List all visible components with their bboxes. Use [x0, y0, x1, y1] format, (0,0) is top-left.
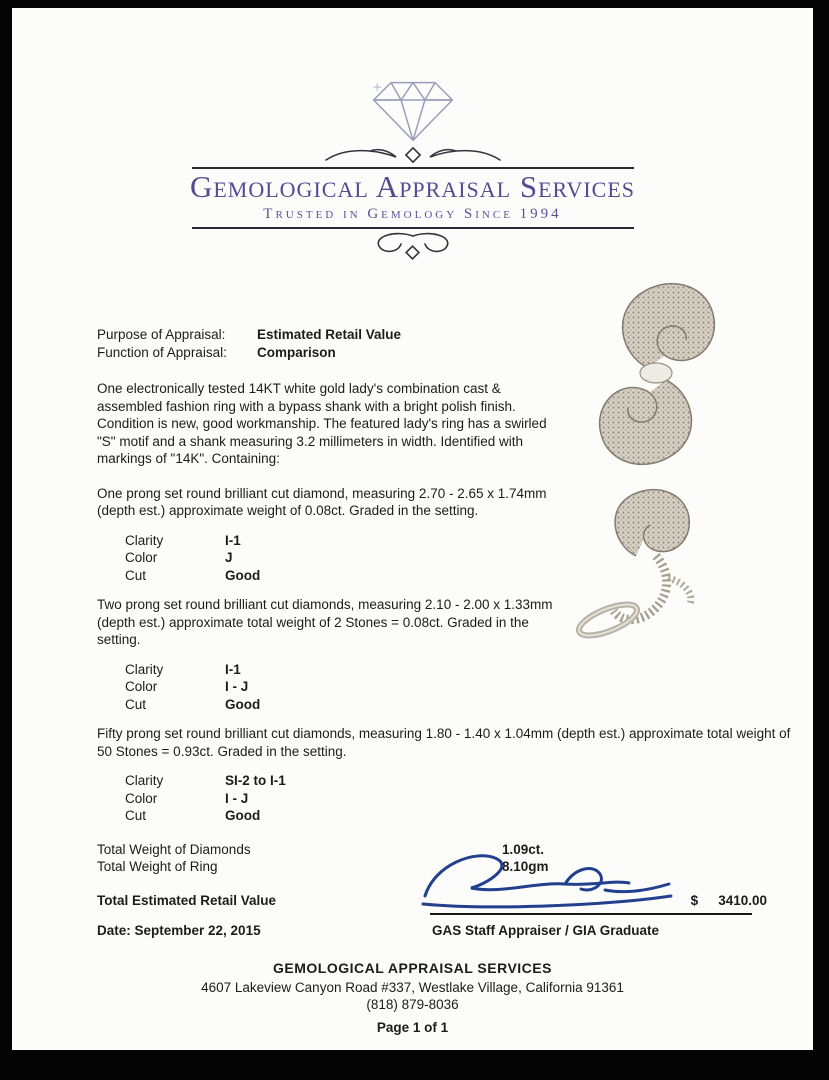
grade-table — [125, 532, 757, 585]
grade-row-cut — [125, 807, 757, 825]
grade-table — [125, 661, 757, 714]
clarity-label: Clarity — [125, 532, 164, 548]
function-row — [97, 344, 757, 362]
color-label: Color — [125, 679, 158, 694]
flourish-bottom-icon — [338, 230, 488, 264]
cut-label: Cut — [125, 808, 147, 823]
page-number: Page 1 of 1 — [376, 1020, 449, 1035]
function-label: Function of Appraisal: — [97, 344, 227, 360]
stone-description: One prong set round brilliant cut diamond, measuring 2.70 - 2.65 x 1.74mm (depth est.) approximate weight of 0.08ct. Graded in the setting. — [97, 485, 547, 518]
currency-symbol: $ — [690, 892, 699, 908]
color-value: I - J — [225, 679, 249, 694]
brand-name: Gemological Appraisal Services — [189, 169, 636, 204]
purpose-row — [97, 326, 757, 344]
purpose-value: Estimated Retail Value — [257, 327, 402, 342]
divider-bottom — [192, 227, 634, 229]
cut-label: Cut — [125, 567, 147, 583]
appraisal-body — [97, 326, 791, 910]
clarity-value: I-1 — [225, 661, 241, 677]
stone-description: Fifty prong set round brilliant cut diamonds, measuring 1.80 - 1.40 x 1.04mm (depth est.) approximate total weight of 50 Stones = 0.93ct. Graded in the setting. — [97, 726, 791, 759]
grade-row-cut — [125, 567, 757, 585]
grade-table — [125, 772, 757, 825]
total-ring-weight-value: 8.10gm — [502, 859, 549, 874]
function-value: Comparison — [257, 344, 336, 360]
cut-value: Good — [225, 808, 261, 823]
clarity-label: Clarity — [125, 661, 164, 677]
color-label: Color — [125, 550, 158, 565]
appraisal-date: Date: September 22, 2015 — [97, 923, 261, 938]
grade-row-clarity — [125, 661, 757, 679]
footer-phone: (818) 879-8036 — [366, 997, 459, 1012]
footer-company-name: GEMOLOGICAL APPRAISAL SERVICES — [273, 960, 552, 976]
color-value: I - J — [225, 790, 249, 806]
diamond-logo-icon — [361, 78, 465, 144]
grade-row-cut — [125, 696, 757, 714]
flourish-top-icon — [318, 144, 508, 166]
clarity-value: I-1 — [225, 532, 241, 548]
grade-row-clarity — [125, 772, 757, 790]
purpose-label: Purpose of Appraisal: — [97, 327, 226, 342]
retail-value-label: Total Estimated Retail Value — [97, 892, 277, 908]
signature-line — [430, 913, 752, 915]
grade-row-color — [125, 549, 757, 567]
total-ring-weight-label: Total Weight of Ring — [97, 859, 218, 874]
total-diamond-weight-label: Total Weight of Diamonds — [97, 841, 251, 857]
total-diamond-weight-value: 1.09ct. — [502, 841, 545, 857]
grade-row-color — [125, 678, 757, 696]
color-value: J — [225, 550, 233, 565]
item-description: One electronically tested 14KT white gold lady's combination cast & assembled fashion ring with a bypass shank with a bright polish finish. Condition is new, good workmanship. The featured lady's ring has a swirled "S" motif and a shank measuring 3.2 millimeters in width. Identified with markings of "14K". Containing: — [97, 381, 547, 466]
document-footer — [12, 960, 813, 1036]
grade-row-color — [125, 790, 757, 808]
cut-label: Cut — [125, 696, 147, 712]
brand-tagline: Trusted in Gemology Since 1994 — [263, 206, 562, 222]
retail-value-amount — [691, 892, 767, 910]
clarity-value: SI-2 to I-1 — [225, 773, 286, 788]
clarity-label: Clarity — [125, 773, 164, 788]
cut-value: Good — [225, 696, 261, 712]
footer-address: 4607 Lakeview Canyon Road #337, Westlake Village, California 91361 — [201, 980, 624, 995]
appraiser-title: GAS Staff Appraiser / GIA Graduate — [432, 923, 660, 938]
appraiser-signature — [417, 846, 677, 916]
stone-description: Two prong set round brilliant cut diamonds, measuring 2.10 - 2.00 x 1.33mm (depth est.) approximate total weight of 2 Stones = 0.08ct. Graded in the setting. — [97, 597, 553, 647]
certificate-header — [12, 78, 813, 264]
retail-amount: 3410.00 — [718, 892, 767, 908]
color-label: Color — [125, 790, 158, 806]
grade-row-clarity — [125, 532, 757, 550]
document-page — [12, 8, 813, 1050]
cut-value: Good — [225, 567, 261, 583]
